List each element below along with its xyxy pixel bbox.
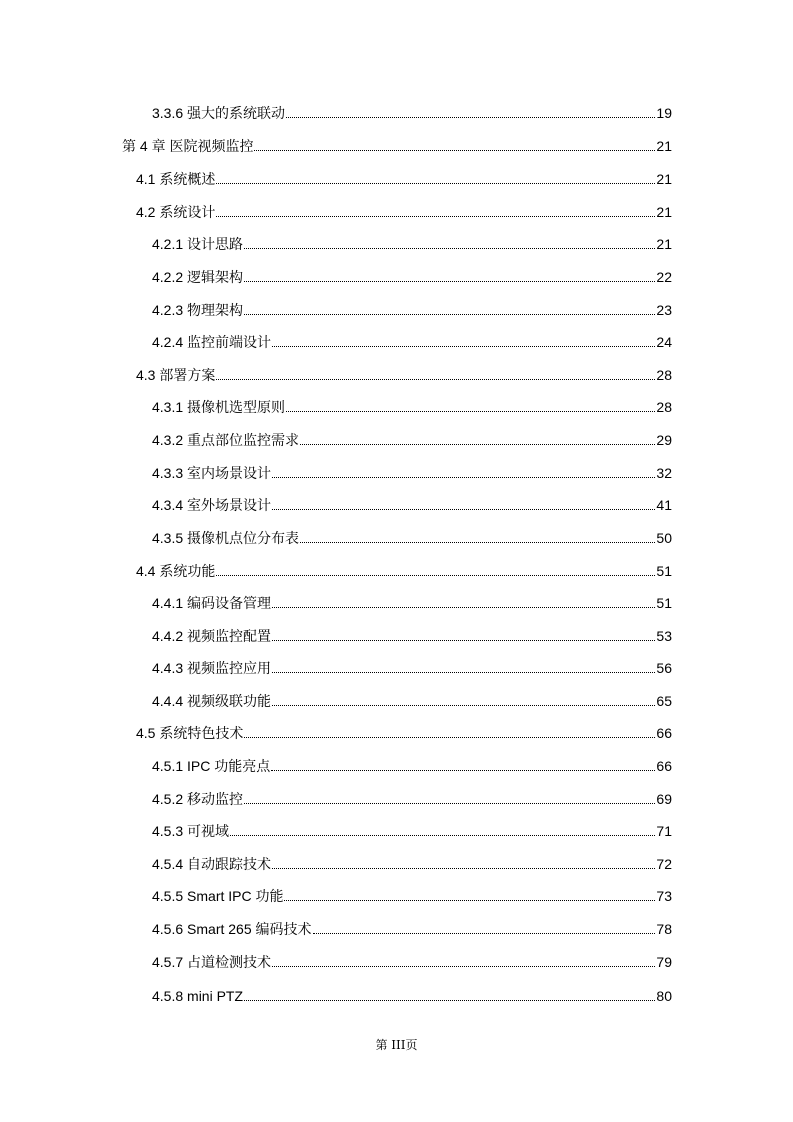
- toc-entry-page-number: 32: [656, 465, 672, 481]
- toc-entry-page-number: 21: [656, 171, 672, 187]
- toc-entry[interactable]: [0, 653, 793, 677]
- page-footer: 第 III页: [375, 1038, 418, 1052]
- toc-entry[interactable]: [0, 490, 793, 514]
- toc-entry-title: 4.3.3 室内场景设计: [152, 465, 272, 481]
- toc-entry-page-number: 65: [656, 693, 672, 709]
- toc-entry-title: 4.5.4 自动跟踪技术: [152, 856, 272, 872]
- toc-entry[interactable]: [0, 327, 793, 351]
- toc-entry-page-number: 50: [656, 530, 672, 546]
- toc-entry-page-number: 73: [656, 888, 672, 904]
- toc-entry[interactable]: [0, 816, 793, 840]
- toc-entry-title: 4.4.4 视频级联功能: [152, 693, 272, 709]
- toc-entry-page-number: 66: [656, 725, 672, 741]
- dot-leader: [244, 999, 655, 1001]
- toc-entry-title: 4.2.1 设计思路: [152, 236, 244, 252]
- toc-entry-page-number: 24: [656, 334, 672, 350]
- toc-entry[interactable]: [0, 197, 793, 221]
- dot-leader: [244, 802, 655, 804]
- toc-entry-page-number: 53: [656, 628, 672, 644]
- toc-entry-title: 4.5 系统特色技术: [136, 725, 244, 741]
- toc-entry-title: 4.5.3 可视域: [152, 823, 230, 839]
- toc-entry[interactable]: [0, 425, 793, 449]
- toc-entry-title: 4.2.2 逻辑架构: [152, 269, 244, 285]
- toc-entry-title: 4.5.5 Smart IPC 功能: [152, 888, 284, 904]
- dot-leader: [254, 149, 655, 151]
- toc-entry[interactable]: [0, 686, 793, 710]
- dot-leader: [244, 313, 655, 315]
- toc-entry[interactable]: [0, 784, 793, 808]
- dot-leader: [216, 574, 655, 576]
- dot-leader: [313, 932, 656, 934]
- toc-entry[interactable]: [0, 621, 793, 645]
- toc-entry-page-number: 71: [656, 823, 672, 839]
- toc-entry[interactable]: [0, 914, 793, 938]
- toc-entry-page-number: 78: [656, 921, 672, 937]
- toc-entry[interactable]: [0, 360, 793, 384]
- toc-entry-page-number: 80: [656, 988, 672, 1004]
- dot-leader: [216, 182, 655, 184]
- toc-entry-page-number: 28: [656, 399, 672, 415]
- dot-leader: [272, 867, 655, 869]
- toc-entry-page-number: 69: [656, 791, 672, 807]
- dot-leader: [272, 476, 655, 478]
- toc-entry[interactable]: [0, 523, 793, 547]
- dot-leader: [284, 899, 655, 901]
- dot-leader: [244, 247, 655, 249]
- toc-entry-page-number: 51: [656, 563, 672, 579]
- dot-leader: [272, 606, 655, 608]
- dot-leader: [272, 508, 655, 510]
- toc-entry-title: 4.5.1 IPC 功能亮点: [152, 758, 271, 774]
- toc-entry-title: 4.1 系统概述: [136, 171, 216, 187]
- toc-entry-title: 4.3.4 室外场景设计: [152, 497, 272, 513]
- dot-leader: [271, 769, 655, 771]
- toc-entry[interactable]: [0, 98, 793, 122]
- toc-entry[interactable]: [0, 458, 793, 482]
- toc-entry-title: 4.5.8 mini PTZ: [152, 988, 244, 1004]
- dot-leader: [286, 116, 655, 118]
- dot-leader: [216, 378, 655, 380]
- dot-leader: [300, 541, 655, 543]
- toc-entry[interactable]: [0, 262, 793, 286]
- dot-leader: [216, 215, 655, 217]
- toc-entry-page-number: 72: [656, 856, 672, 872]
- toc-entry-page-number: 22: [656, 269, 672, 285]
- toc-entry[interactable]: [0, 849, 793, 873]
- dot-leader: [272, 639, 655, 641]
- toc-entry[interactable]: [0, 947, 793, 971]
- dot-leader: [272, 704, 655, 706]
- toc-entry-title: 4.4.1 编码设备管理: [152, 595, 272, 611]
- toc-entry-title: 3.3.6 强大的系统联动: [152, 105, 286, 121]
- toc-entry[interactable]: [0, 295, 793, 319]
- dot-leader: [286, 410, 655, 412]
- toc-entry[interactable]: [0, 751, 793, 775]
- toc-entry[interactable]: [0, 556, 793, 580]
- toc-entry[interactable]: [0, 229, 793, 253]
- toc-entry-page-number: 79: [656, 954, 672, 970]
- toc-entry-page-number: 29: [656, 432, 672, 448]
- toc-entry-title: 4.5.6 Smart 265 编码技术: [152, 921, 312, 937]
- toc-entry-title: 4.4 系统功能: [136, 563, 216, 579]
- toc-entry-title: 4.4.3 视频监控应用: [152, 660, 272, 676]
- toc-entry-page-number: 19: [656, 105, 672, 121]
- toc-entry[interactable]: [0, 981, 793, 1005]
- toc-entry-title: 4.3.1 摄像机选型原则: [152, 399, 286, 415]
- toc-entry-title: 4.3.5 摄像机点位分布表: [152, 530, 300, 546]
- toc-entry[interactable]: [0, 392, 793, 416]
- toc-entry-title: 第 4 章 医院视频监控: [122, 138, 254, 154]
- toc-entry[interactable]: [0, 718, 793, 742]
- dot-leader: [272, 671, 655, 673]
- toc-entry[interactable]: [0, 881, 793, 905]
- toc-entry[interactable]: [0, 131, 793, 155]
- toc-entry-page-number: 56: [656, 660, 672, 676]
- toc-entry-page-number: 28: [656, 367, 672, 383]
- toc-entry-title: 4.2.4 监控前端设计: [152, 334, 272, 350]
- toc-entry-title: 4.5.2 移动监控: [152, 791, 244, 807]
- toc-entry-title: 4.4.2 视频监控配置: [152, 628, 272, 644]
- toc-entry-page-number: 51: [656, 595, 672, 611]
- toc-entry-title: 4.5.7 占道检测技术: [152, 954, 272, 970]
- toc-entry[interactable]: [0, 588, 793, 612]
- toc-entry-title: 4.2 系统设计: [136, 204, 216, 220]
- toc-entry-page-number: 41: [656, 497, 672, 513]
- dot-leader: [272, 965, 655, 967]
- dot-leader: [230, 834, 655, 836]
- dot-leader: [244, 280, 655, 282]
- toc-entry-page-number: 21: [656, 204, 672, 220]
- toc-entry-title: 4.2.3 物理架构: [152, 302, 244, 318]
- toc-entry-page-number: 21: [656, 236, 672, 252]
- toc-entry-page-number: 21: [656, 138, 672, 154]
- toc-entry-title: 4.3.2 重点部位监控需求: [152, 432, 300, 448]
- dot-leader: [300, 443, 655, 445]
- toc-entry-page-number: 23: [656, 302, 672, 318]
- toc-entry[interactable]: [0, 164, 793, 188]
- dot-leader: [244, 736, 655, 738]
- dot-leader: [272, 345, 655, 347]
- toc-entry-page-number: 66: [656, 758, 672, 774]
- toc-entry-title: 4.3 部署方案: [136, 367, 216, 383]
